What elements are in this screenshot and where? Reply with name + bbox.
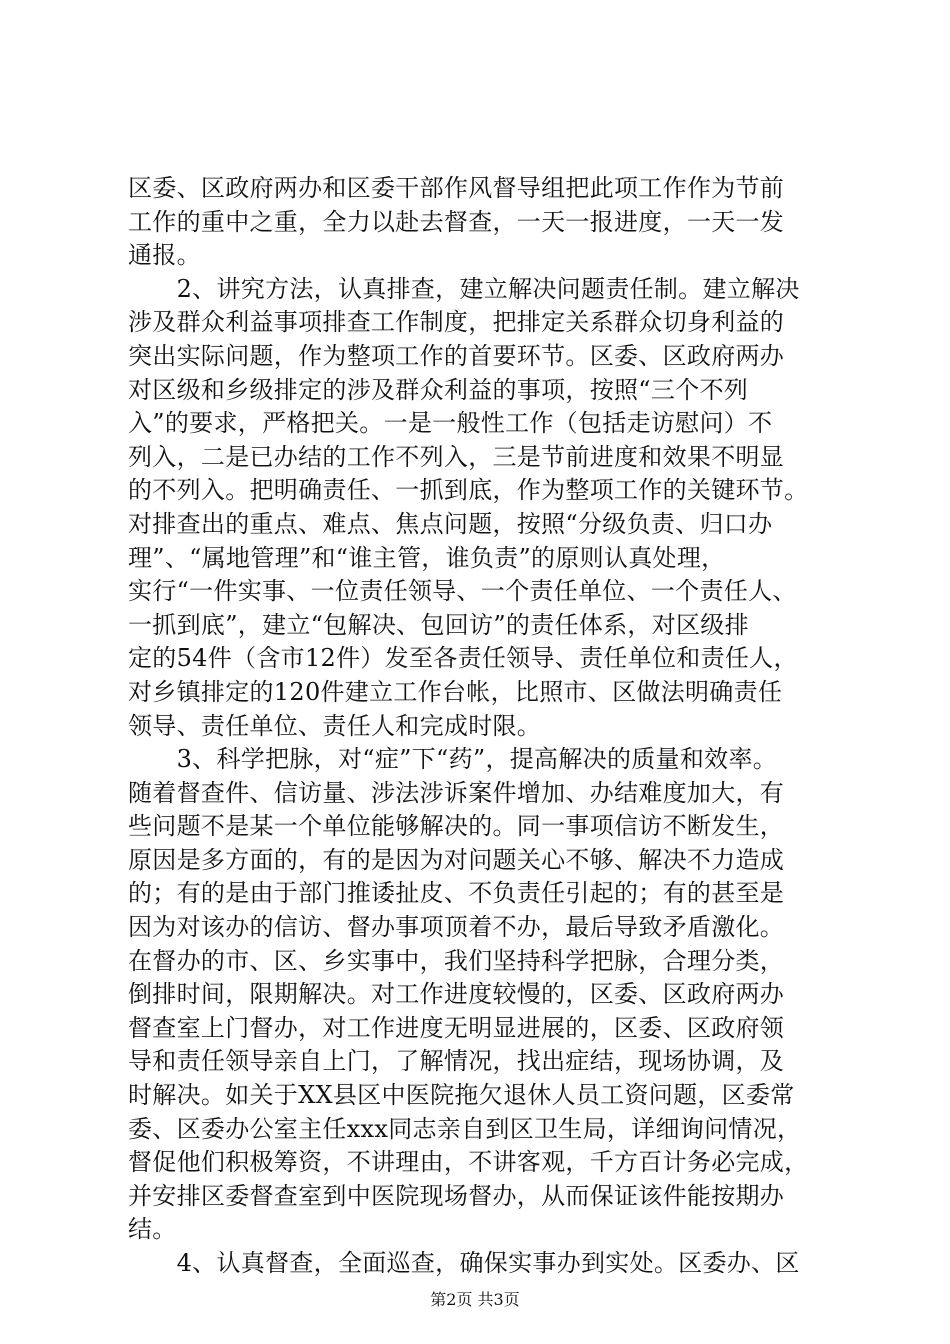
text-line: 原因是多方面的，有的是因为对问题关心不够、解决不力造成 bbox=[128, 845, 785, 874]
page-footer bbox=[0, 1290, 950, 1310]
text-line: 3、科学把脉，对“症”下“药”，提高解决的质量和效率。 bbox=[128, 745, 778, 774]
text-line: 列入，二是已办结的工作不列入，三是节前进度和效果不明显 bbox=[128, 442, 785, 471]
text-line: 时解决。如关于XX县区中医院拖欠退休人员工资问题，区委常 bbox=[128, 1081, 795, 1110]
text-line: 委、区委办公室主任xxx同志亲自到区卫生局，详细询问情况， bbox=[128, 1114, 802, 1143]
body-text bbox=[128, 172, 832, 1281]
text-line: 的不列入。把明确责任、一抓到底，作为整项工作的关键环节。 bbox=[128, 476, 809, 505]
text-line: 入”的要求，严格把关。一是一般性工作（包括走访慰问）不 bbox=[128, 409, 773, 438]
text-line: 突出实际问题，作为整项工作的首要环节。区委、区政府两办 bbox=[128, 341, 785, 370]
text-line: 2、讲究方法，认真排查，建立解决问题责任制。建立解决 bbox=[128, 274, 800, 303]
text-line: 督查室上门督办，对工作进度无明显进展的，区委、区政府领 bbox=[128, 1013, 785, 1042]
text-line: 结。 bbox=[128, 1215, 177, 1244]
text-line: 并安排区委督查室到中医院现场督办，从而保证该件能按期办 bbox=[128, 1181, 785, 1210]
text-line: 4、认真督查，全面巡查，确保实事办到实处。区委办、区 bbox=[128, 1249, 800, 1277]
text-line: 对区级和乡级排定的涉及群众利益的事项，按照“三个不列 bbox=[128, 375, 749, 404]
text-line: 随着督查件、信访量、涉法涉诉案件增加、办结难度加大，有 bbox=[128, 778, 785, 807]
text-line: 定的54件（含市12件）发至各责任领导、责任单位和责任人， bbox=[128, 644, 798, 673]
text-line: 涉及群众利益事项排查工作制度，把排定关系群众切身利益的 bbox=[128, 308, 785, 337]
text-line: 区委、区政府两办和区委干部作风督导组把此项工作作为节前 bbox=[128, 174, 785, 202]
text-line: 导和责任领导亲自上门，了解情况，找出症结，现场协调，及 bbox=[128, 1047, 785, 1076]
text-line: 实行“一件实事、一位责任领导、一个责任单位、一个责任人、 bbox=[128, 577, 797, 606]
page-number: 第2页 共3页 bbox=[430, 1290, 520, 1309]
text-line: 在督办的市、区、乡实事中，我们坚持科学把脉，合理分类， bbox=[128, 946, 785, 975]
text-line: 的；有的是由于部门推诿扯皮、不负责任引起的；有的甚至是 bbox=[128, 879, 785, 908]
text-line: 些问题不是某一个单位能够解决的。同一事项信访不断发生， bbox=[128, 812, 785, 841]
text-line: 对乡镇排定的120件建立工作台帐，比照市、区做法明确责任 bbox=[128, 677, 783, 706]
text-line: 理”、“属地管理”和“谁主管，谁负责”的原则认真处理， bbox=[128, 543, 726, 572]
text-line: 领导、责任单位、责任人和完成时限。 bbox=[128, 711, 542, 740]
text-line: 督促他们积极筹资，不讲理由，不讲客观，千方百计务必完成， bbox=[128, 1148, 809, 1177]
text-line: 通报。 bbox=[128, 241, 201, 270]
text-line: 因为对该办的信访、督办事项顶着不办，最后导致矛盾激化。 bbox=[128, 913, 785, 942]
text-line: 一抓到底”，建立“包解决、包回访”的责任体系，对区级排 bbox=[128, 610, 749, 639]
text-line: 工作的重中之重，全力以赴去督查，一天一报进度，一天一发 bbox=[128, 207, 785, 236]
text-line: 对排查出的重点、难点、焦点问题，按照“分级负责、归口办 bbox=[128, 509, 773, 538]
text-line: 倒排时间，限期解决。对工作进度较慢的，区委、区政府两办 bbox=[128, 980, 785, 1009]
